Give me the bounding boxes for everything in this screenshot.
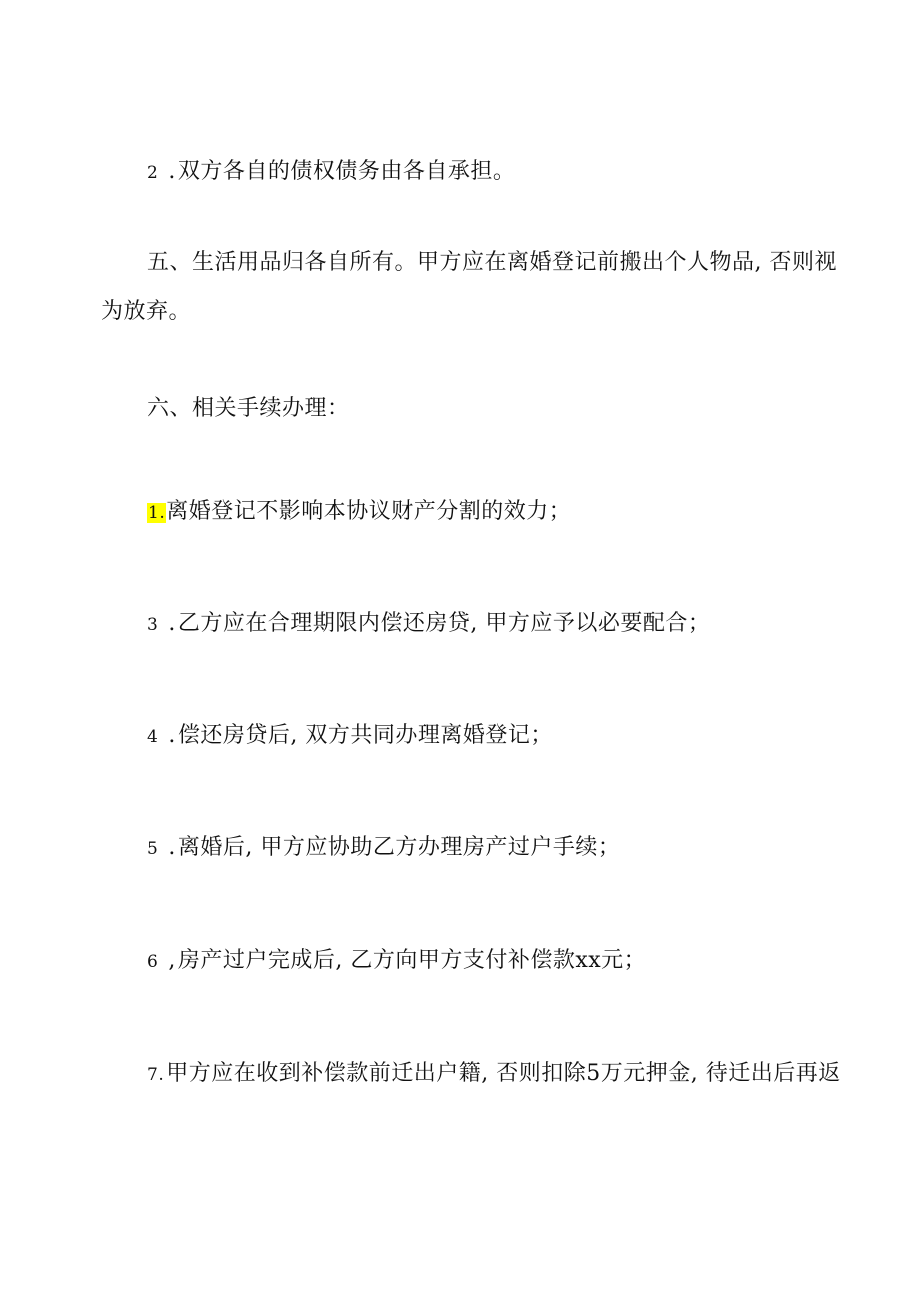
procedure-item-3 [147,609,877,640]
item-separator: , [168,948,176,973]
clause-text: 离婚登记不影响本协议财产分割的效力； [166,499,572,524]
item-separator: . [168,159,176,184]
item-number: 4 [147,727,159,747]
clause-text: 为放弃。 [101,299,192,324]
item-number: 5 [147,839,159,859]
item-number: 7. [147,1065,165,1085]
procedure-item-7 [147,1059,877,1090]
item-number: 3 [147,615,159,635]
procedure-item-4 [147,721,877,752]
section-five-continuation [101,297,831,327]
section-heading: 六、相关手续办理： [147,396,350,421]
item-number: 2 [147,163,159,183]
item-separator: . [168,835,176,860]
clause-text: 双方各自的债权债务由各自承担。 [177,159,516,184]
highlighted-item-number: 1. [148,503,166,523]
clause-text: 偿还房贷后, 双方共同办理离婚登记； [177,723,553,748]
item-separator: . [168,611,176,636]
section-five-line [147,248,877,278]
item-number: 6 [147,952,159,972]
item-separator: . [168,723,176,748]
procedure-item-1 [147,497,877,528]
procedure-item-5 [147,833,877,864]
clause-text: 乙方应在合理期限内偿还房贷, 甲方应予以必要配合； [177,611,711,636]
clause-text: 甲方应在收到补偿款前迁出户籍, 否则扣除5万元押金, 待迁出后再返 [166,1061,841,1086]
section-six-heading [147,394,877,424]
clause-text: 离婚后, 甲方应协助乙方办理房产过户手续； [177,835,621,860]
clause-debt-line [147,157,877,188]
clause-text: 五、生活用品归各自所有。甲方应在离婚登记前搬出个人物品, 否则视 [147,250,837,275]
clause-text: 房产过户完成后, 乙方向甲方支付补偿款xx元； [177,948,647,973]
procedure-item-6 [147,946,877,977]
